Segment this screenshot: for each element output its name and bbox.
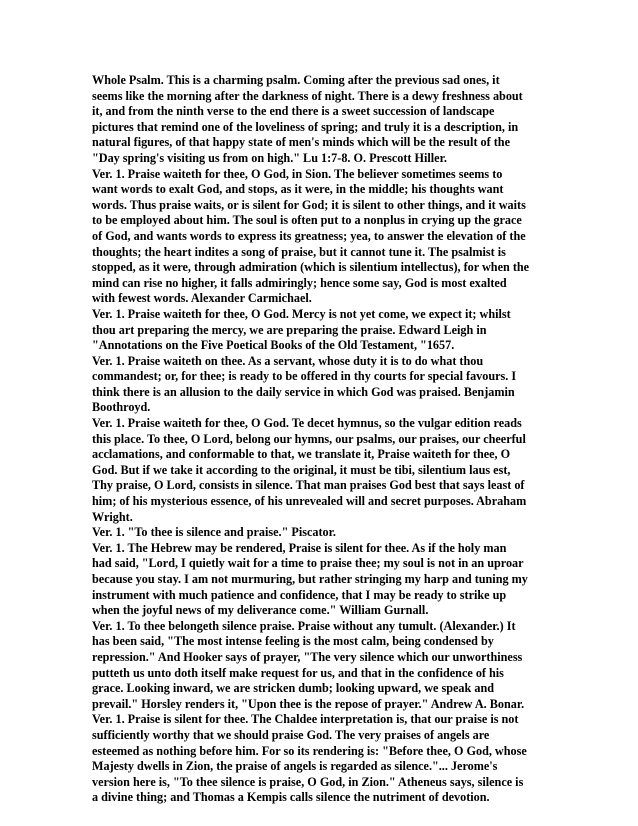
text-line: a divine thing; and Thomas a Kempis calls silence the nutriment of devotion. (92, 790, 490, 805)
text-line: Ver. 1. Praise waiteth for thee, O God, in Sion. The believer sometimes seems to (92, 166, 503, 181)
text-line: to be employed about him. The soul is often put to a nonplus in crying up the grace (92, 213, 522, 228)
text-line: thoughts; the heart indites a song of praise, but it cannot tune it. The psalmist is (92, 244, 506, 259)
text-line: Ver. 1. Praise waiteth for thee, O God. Te decet hymnus, so the vulgar edition reads (92, 416, 522, 431)
text-line: "Annotations on the Five Poetical Books of the Old Testament, "1657. (92, 338, 455, 353)
text-line: because you stay. I am not murmuring, but rather stringing my harp and tuning my (92, 572, 528, 586)
text-line: Wright. (92, 509, 133, 524)
text-line: words. Thus praise waits, or is silent for God; it is silent to other things, and it waits (92, 197, 526, 212)
text-line: Ver. 1. Praise waiteth for thee, O God. Mercy is not yet come, we expect it; whilst (92, 306, 511, 321)
text-line: had said, "Lord, I quietly wait for a time to praise thee; my soul is not in an uproar (92, 556, 524, 571)
text-line: sufficiently worthy that we should praise God. The very praises of angels are (92, 727, 490, 742)
text-line: it, and from the ninth verse to the end there is a sweet succession of landscape (92, 104, 495, 119)
text-line: think there is an allusion to the daily service in which God was praised. Benjamin (92, 384, 515, 399)
text-line: Ver. 1. The Hebrew may be rendered, Praise is silent for thee. As if the holy man (92, 540, 507, 555)
text-line: Thy praise, O Lord, consists in silence. That man praises God best that says least of (92, 478, 525, 493)
text-line: Ver. 1. To thee belongeth silence praise. Praise without any tumult. (Alexander.) It (92, 618, 516, 633)
text-line: "Day spring's visiting us from on high." Lu 1:7-8. O. Prescott Hiller. (92, 150, 447, 165)
text-line: putteth us unto doth itself make request for us, and that in the confidence of his (92, 665, 504, 680)
text-line: natural figures, of that happy state of men's minds which will be the result of the (92, 135, 510, 150)
text-line: commandest; or, for thee; is ready to be offered in thy courts for special favours. I (92, 369, 517, 384)
text-line: Ver. 1. Praise waiteth on thee. As a servant, whose duty it is to do what thou (92, 353, 484, 368)
text-line: this place. To thee, O Lord, belong our hymns, our psalms, our praises, our cheerful (92, 431, 526, 446)
text-line: with fewest words. Alexander Carmichael. (92, 291, 312, 306)
document-page (92, 73, 552, 806)
text-line: Whole Psalm. This is a charming psalm. Coming after the previous sad ones, it (92, 73, 500, 87)
text-line: acclamations, and conformable to that, we translate it, Praise waiteth for thee, O (92, 447, 511, 462)
text-line: mind can rise no higher, it falls admiringly; hence some say, God is most exalted (92, 275, 507, 290)
text-line: want words to exalt God, and stops, as it were, in the middle; his thoughts want (92, 182, 504, 197)
text-line: grace. Looking inward, we are stricken dumb; looking upward, we speak and (92, 681, 495, 696)
text-line: Ver. 1. "To thee is silence and praise." Piscator. (92, 525, 336, 540)
commentary-text (92, 73, 552, 806)
text-line: Majesty dwells in Zion, the praise of angels is regarded as silence."... Jerome's (92, 759, 498, 774)
text-line: seems like the morning after the darkness of night. There is a dewy freshness about (92, 88, 523, 103)
text-line: has been said, "The most intense feeling is the most calm, being condensed by (92, 634, 494, 649)
text-line: of God, and wants words to express its greatness; yea, to answer the elevation of the (92, 228, 526, 243)
text-line: esteemed as nothing before him. For so its rendering is: "Before thee, O God, whose (92, 743, 527, 758)
text-line: Ver. 1. Praise is silent for thee. The Chaldee interpretation is, that our praise is not (92, 712, 519, 727)
text-line: prevail." Horsley renders it, "Upon thee is the repose of prayer." Andrew A. Bonar. (92, 696, 525, 711)
text-line: when the joyful news of my deliverance come." William Gurnall. (92, 603, 429, 618)
text-line: instrument with much patience and confidence, that I may be ready to strike up (92, 587, 507, 602)
text-line: pictures that remind one of the loveliness of spring; and truly it is a description, in (92, 119, 519, 134)
text-line: repression." And Hooker says of prayer, "The very silence which our unworthiness (92, 649, 523, 664)
text-line: thou art preparing the mercy, we are preparing the praise. Edward Leigh in (92, 322, 487, 337)
text-line: Boothroyd. (92, 400, 151, 415)
text-line: stopped, as it were, through admiration (which is silentium intellectus), for when the (92, 260, 530, 275)
text-line: him; of his mysterious essence, of his unrevealed will and secret purposes. Abraham (92, 494, 527, 509)
text-line: God. But if we take it according to the original, it must be tibi, silentium laus est, (92, 462, 511, 477)
text-line: version here is, "To thee silence is praise, O God, in Zion." Atheneus says, silence is (92, 774, 524, 789)
